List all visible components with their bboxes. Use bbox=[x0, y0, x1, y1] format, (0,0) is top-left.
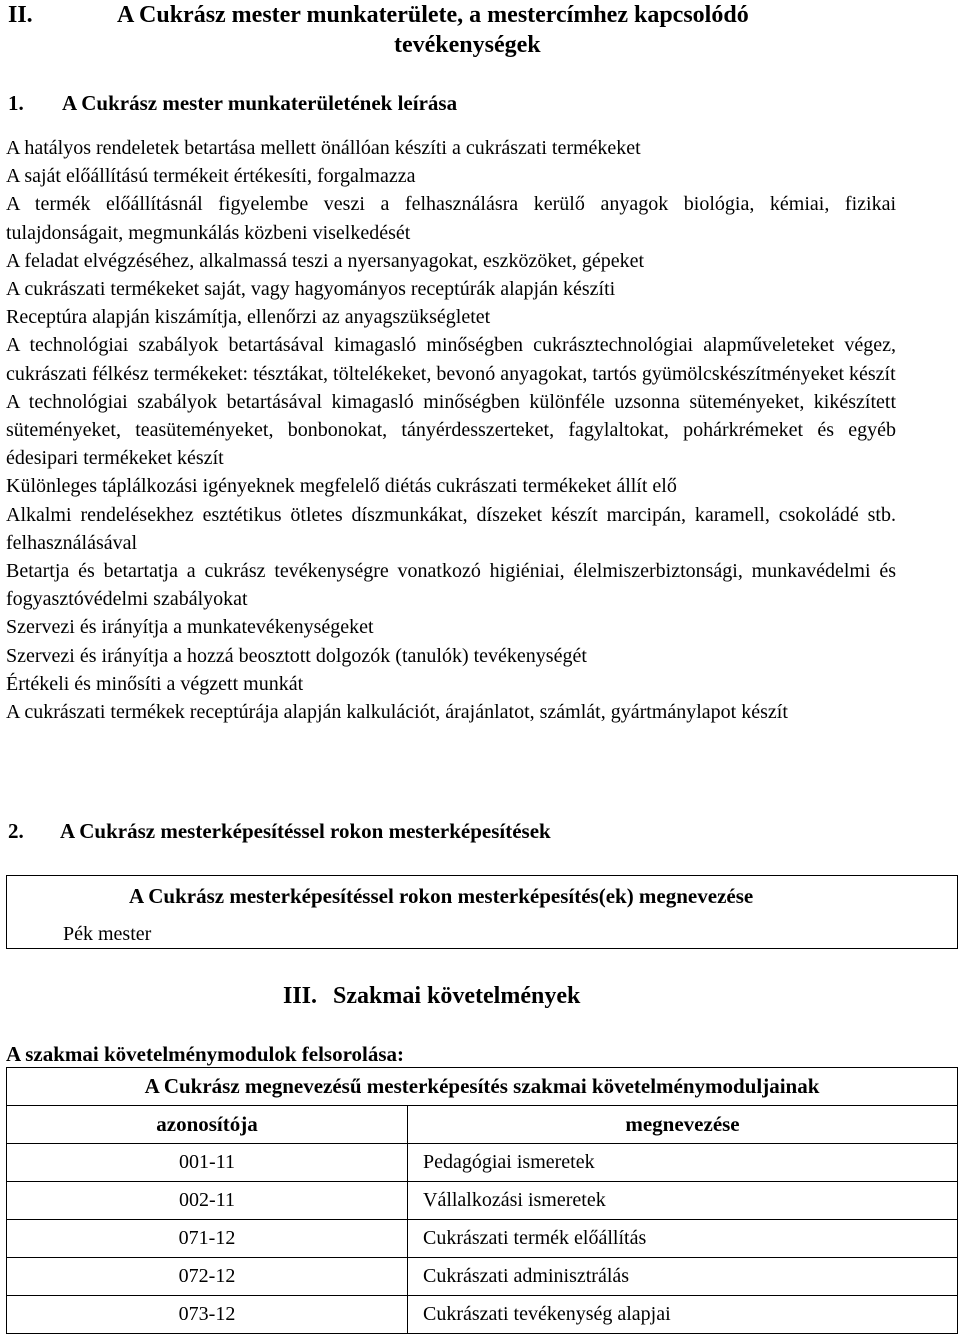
related-qualification-value: Pék mester bbox=[63, 923, 152, 945]
section2-title: A Cukrász mesterképesítéssel rokon mesterképesítések bbox=[60, 819, 551, 843]
section2-number: 2. bbox=[8, 819, 24, 843]
chapter-number: II. bbox=[8, 2, 33, 28]
module-name: Cukrászati adminisztrálás bbox=[408, 1258, 958, 1296]
table-row bbox=[7, 1220, 958, 1258]
paragraph: Receptúra alapján kiszámítja, ellenőrzi az anyagszükségletet bbox=[6, 306, 491, 329]
column-header-id: azonosítója bbox=[7, 1106, 408, 1144]
module-name: Cukrászati tevékenység alapjai bbox=[408, 1296, 958, 1334]
section1-heading bbox=[8, 89, 458, 117]
paragraph: A technológiai szabályok betartásával kimagasló minőségben különféle uzsonna süteményeket, kikészített süteményeket, teasüteményeket, bonbonokat, tányérdesszerteket, fagylaltokat, pohárkrémeket és egyéb édesipari termékeket készít bbox=[6, 390, 896, 470]
table-row bbox=[7, 1182, 958, 1220]
chapter3-number: III. bbox=[283, 983, 318, 1009]
paragraph: Betartja és betartatja a cukrász tevékenységre vonatkozó higiéniai, élelmiszerbiztonsági, munkavédelmi és fogyasztóvédelmi szabályokat bbox=[6, 560, 896, 611]
paragraph: A saját előállítású termékeit értékesíti, forgalmazza bbox=[6, 165, 416, 188]
chapter3-heading bbox=[283, 982, 581, 1010]
paragraph: Szervezi és irányítja a hozzá beosztott dolgozók (tanulók) tevékenységét bbox=[6, 644, 587, 667]
paragraph: A cukrászati termékek receptúrája alapján kalkulációt, árajánlatot, számlát, gyártmánylapot készít bbox=[6, 701, 788, 724]
section1-paragraphs bbox=[6, 134, 896, 726]
modules-table bbox=[6, 1067, 958, 1334]
modules-table-title-row bbox=[7, 1068, 958, 1106]
modules-table-header-row bbox=[7, 1106, 958, 1144]
paragraph: Alkalmi rendelésekhez esztétikus ötletes díszmunkákat, díszeket készít marcipán, karamell, csokoládé stb. felhasználásával bbox=[6, 503, 896, 554]
chapter-title-line1: A Cukrász mester munkaterülete, a mestercímhez kapcsolódó bbox=[117, 2, 749, 28]
paragraph: A feladat elvégzéséhez, alkalmassá teszi a nyersanyagokat, eszközöket, gépeket bbox=[6, 249, 645, 272]
module-id: 071-12 bbox=[7, 1220, 408, 1258]
module-id: 001-11 bbox=[7, 1144, 408, 1182]
section1-number: 1. bbox=[8, 91, 24, 115]
module-id: 072-12 bbox=[7, 1258, 408, 1296]
paragraph: A technológiai szabályok betartásával kimagasló minőségben cukrásztechnológiai alapműveleteket végez, cukrászati félkész termékeket: tésztákat, töltelékeket, bevonó anyagokat, tartós gyümölcskészítményeket készít bbox=[6, 334, 896, 385]
module-id: 002-11 bbox=[7, 1182, 408, 1220]
paragraph: Különleges táplálkozási igényeknek megfelelő diétás cukrászati termékeket állít elő bbox=[6, 475, 677, 498]
column-header-name: megnevezése bbox=[408, 1106, 958, 1144]
modules-label: A szakmai követelménymodulok felsorolása: bbox=[6, 1042, 405, 1066]
table-row bbox=[7, 1258, 958, 1296]
paragraph: A termék előállításnál figyelembe veszi a felhasználásra kerülő anyagok biológia, kémiai, fizikai tulajdonságait, megmunkálás közbeni viselkedését bbox=[6, 193, 896, 244]
paragraph: A cukrászati termékeket saját, vagy hagyományos receptúrák alapján készíti bbox=[6, 278, 616, 301]
module-name: Pedagógiai ismeretek bbox=[408, 1144, 958, 1182]
chapter3-title: Szakmai követelmények bbox=[333, 983, 581, 1009]
chapter-title-line2: tevékenységek bbox=[394, 32, 541, 58]
paragraph: Értékeli és minősíti a végzett munkát bbox=[6, 672, 304, 695]
section2-heading bbox=[8, 817, 551, 845]
paragraph: A hatályos rendeletek betartása mellett önállóan készíti a cukrászati termékeket bbox=[6, 137, 641, 159]
module-name: Cukrászati termék előállítás bbox=[408, 1220, 958, 1258]
related-qualifications-table bbox=[6, 875, 958, 949]
table-row bbox=[7, 1144, 958, 1182]
module-name: Vállalkozási ismeretek bbox=[408, 1182, 958, 1220]
table-row bbox=[7, 1296, 958, 1334]
paragraph: Szervezi és irányítja a munkatevékenységeket bbox=[6, 616, 374, 639]
related-qualifications-header: A Cukrász mesterképesítéssel rokon mesterképesítés(ek) megnevezése bbox=[129, 884, 754, 908]
modules-table-title: A Cukrász megnevezésű mesterképesítés szakmai követelménymoduljainak bbox=[7, 1068, 958, 1106]
section1-title: A Cukrász mester munkaterületének leírása bbox=[62, 91, 458, 115]
module-id: 073-12 bbox=[7, 1296, 408, 1334]
